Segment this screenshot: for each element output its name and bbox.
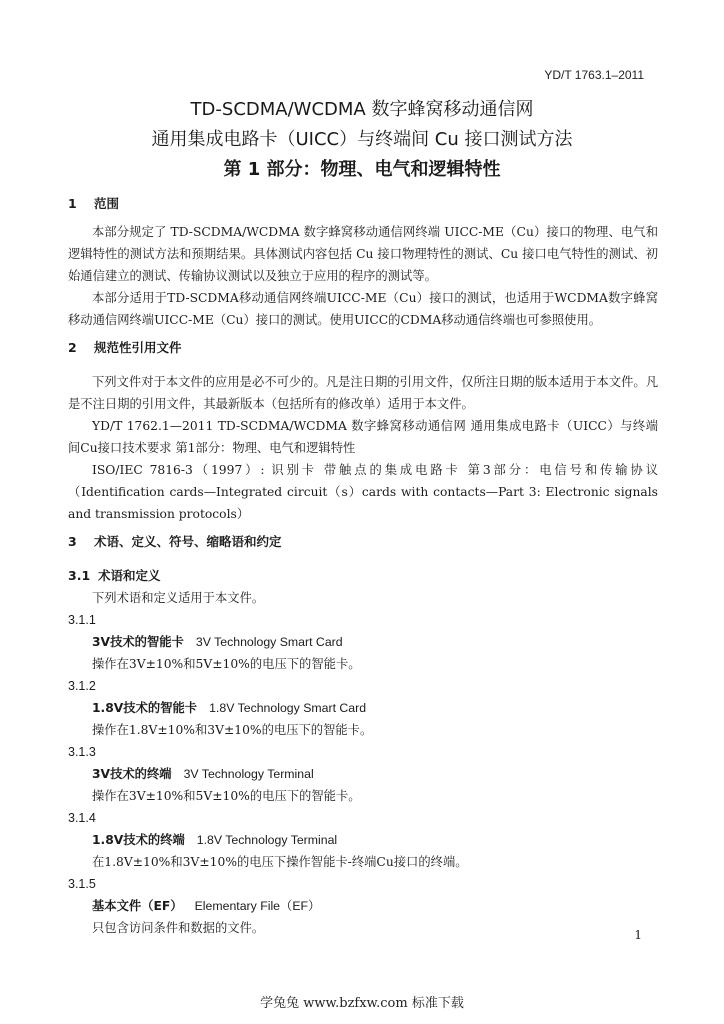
scope-paragraph-1: 本部分规定了 TD-SCDMA/WCDMA 数字蜂窝移动通信网终端 UICC-ME（Cu）接口的物理、电气和逻辑特性的测试方法和预期结果。具体测试内容包括 Cu 接口物理特性的测试、Cu 接口电气特性的测试、初始通信建立的测试、传输协议测试以及独立于应用的程序的测试等。 xyxy=(68,225,658,283)
term-title-en: 1.8V Technology Smart Card xyxy=(209,701,367,715)
section-number: 1 xyxy=(68,196,77,211)
term-number: 3.1.2 xyxy=(68,679,96,693)
term-number: 3.1.3 xyxy=(68,745,96,759)
scope-paragraph-2: 本部分适用于TD-SCDMA移动通信网终端UICC-ME（Cu）接口的测试，也适用于WCDMA数字蜂窝移动通信网终端UICC-ME（Cu）接口的测试。使用UICC的CDMA移动通信终端也可参照使用。 xyxy=(68,291,658,327)
section-3-heading xyxy=(68,531,658,553)
document-title xyxy=(0,95,724,185)
term-title-zh: 1.8V技术的智能卡 xyxy=(92,701,198,715)
term-title xyxy=(68,763,658,785)
term-title-zh: 3V技术的智能卡 xyxy=(92,635,184,649)
section-2-heading xyxy=(68,337,658,359)
title-line-1: TD-SCDMA/WCDMA 数字蜂窝移动通信网 xyxy=(190,99,534,120)
document-body xyxy=(68,193,658,939)
terms-intro: 下列术语和定义适用于本文件。 xyxy=(92,591,265,605)
term-title-zh: 1.8V技术的终端 xyxy=(92,833,185,847)
term-title xyxy=(68,697,658,719)
term-definition: 操作在3V±10%和5V±10%的电压下的智能卡。 xyxy=(92,657,361,671)
title-line-3: 第 1 部分：物理、电气和逻辑特性 xyxy=(223,159,501,180)
term-definition: 只包含访问条件和数据的文件。 xyxy=(92,921,265,935)
term-entry xyxy=(68,609,658,675)
term-entry xyxy=(68,807,658,873)
section-title: 规范性引用文件 xyxy=(94,340,182,355)
term-number: 3.1.1 xyxy=(68,613,96,627)
term-number: 3.1.4 xyxy=(68,811,96,825)
term-title-en: 1.8V Technology Terminal xyxy=(196,833,338,847)
section-title: 术语、定义、符号、缩略语和约定 xyxy=(94,534,282,549)
term-title xyxy=(68,631,658,653)
term-title-zh: 3V技术的终端 xyxy=(92,767,172,781)
subsection-3-1-heading xyxy=(68,565,658,587)
section-title: 范围 xyxy=(94,196,120,211)
term-title-zh: 基本文件（EF） xyxy=(92,899,183,913)
term-entry xyxy=(68,873,658,939)
term-definition: 操作在3V±10%和5V±10%的电压下的智能卡。 xyxy=(92,789,361,803)
term-definition: 操作在1.8V±10%和3V±10%的电压下的智能卡。 xyxy=(92,723,373,737)
section-number: 2 xyxy=(68,340,77,355)
term-title-en: Elementary File（EF） xyxy=(194,899,321,913)
normative-reference-2: ISO/IEC 7816-3（1997）: 识别卡 带触点的集成电路卡 第3部分：电信号和传输协议（Identification cards—Integrated circuit（s）cards with contacts—Part 3: Electronic signals and transmission protocols） xyxy=(68,463,658,521)
subsection-number: 3.1 xyxy=(68,568,91,583)
term-entry xyxy=(68,675,658,741)
term-title-en: 3V Technology Terminal xyxy=(183,767,314,781)
subsection-title: 术语和定义 xyxy=(98,568,161,583)
term-title-en: 3V Technology Smart Card xyxy=(195,635,343,649)
section-number: 3 xyxy=(68,534,77,549)
section-1-heading xyxy=(68,193,658,215)
document-code: YD/T 1763.1–2011 xyxy=(544,68,644,82)
term-title xyxy=(68,829,658,851)
term-title xyxy=(68,895,658,917)
term-entry xyxy=(68,741,658,807)
title-line-2: 通用集成电路卡（UICC）与终端间 Cu 接口测试方法 xyxy=(151,129,573,150)
watermark-text: 学兔兔 www.bzfxw.com 标准下载 xyxy=(260,996,464,1011)
term-number: 3.1.5 xyxy=(68,877,96,891)
normative-intro-paragraph: 下列文件对于本文件的应用是必不可少的。凡是注日期的引用文件，仅所注日期的版本适用于本文件。凡是不注日期的引用文件，其最新版本（包括所有的修改单）适用于本文件。 xyxy=(68,375,658,411)
term-definition: 在1.8V±10%和3V±10%的电压下操作智能卡-终端Cu接口的终端。 xyxy=(92,855,468,869)
page-number: 1 xyxy=(634,928,642,942)
normative-reference-1: YD/T 1762.1—2011 TD-SCDMA/WCDMA 数字蜂窝移动通信网 通用集成电路卡（UICC）与终端间Cu接口技术要求 第1部分：物理、电气和逻辑特性 xyxy=(68,419,658,455)
